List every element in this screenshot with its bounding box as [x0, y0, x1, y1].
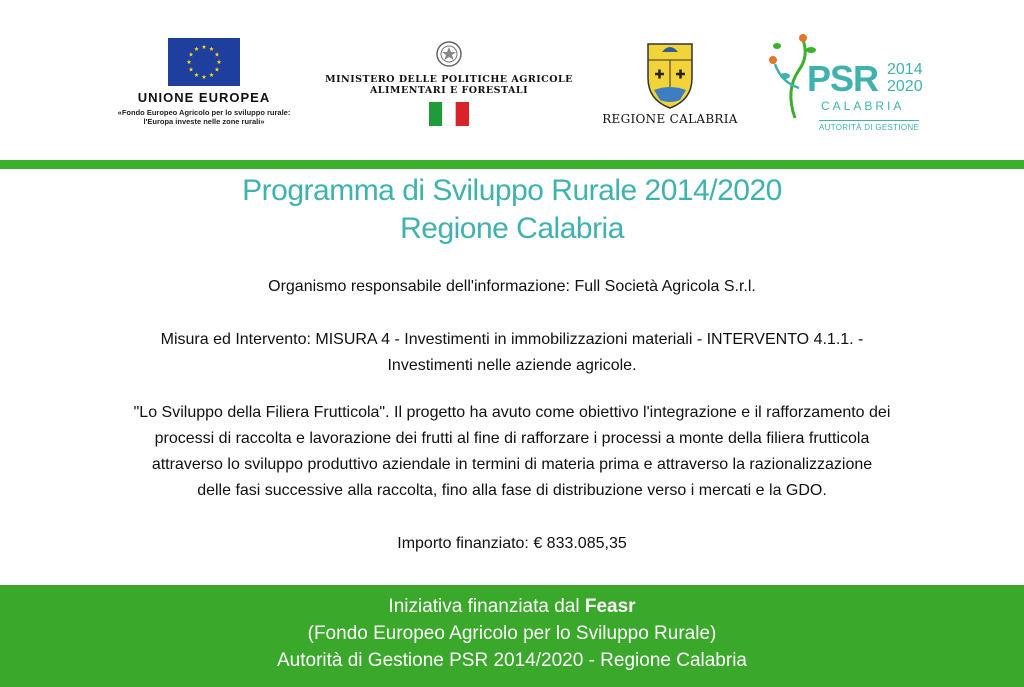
footer-line1-prefix: Iniziativa finanziata dal — [388, 596, 585, 617]
footer-line1 — [0, 593, 1024, 620]
psr-region: CALABRIA — [821, 99, 905, 113]
psr-year-start: 2014 — [887, 61, 923, 78]
page-title — [0, 172, 1024, 248]
region-logo — [590, 38, 750, 126]
page-title-line2: Regione Calabria — [400, 212, 624, 245]
footer-banner — [0, 585, 1024, 687]
calabria-shield-icon — [640, 38, 700, 110]
measure-line2: Investimenti nelle aziende agricole. — [387, 357, 637, 374]
footer-line1-bold: Feasr — [584, 596, 636, 617]
project-description — [20, 400, 1004, 504]
psr-logo — [755, 30, 935, 140]
project-line1: "Lo Sviluppo della Filiera Frutticola". Il progetto ha avuto come obiettivo l'integrazione e il rafforzamento dei — [133, 404, 891, 421]
project-line4: delle fasi successive alla raccolta, fino alla fase di distribuzione verso i mercati e la GDO. — [197, 482, 827, 499]
italian-flag-icon — [429, 102, 469, 126]
measure-text — [20, 327, 1004, 379]
footer-line3: Autorità di Gestione PSR 2014/2020 - Regione Calabria — [276, 650, 747, 671]
footer-line2: (Fondo Europeo Agricolo per lo Sviluppo Rurale) — [307, 623, 717, 644]
eu-logo — [96, 38, 312, 126]
eu-subtitle-line1: «Fondo Europeo Agricolo per lo sviluppo rurale: — [117, 108, 291, 117]
project-line2: processi di raccolta e lavorazione dei frutti al fine di rafforzare i processi a monte della filiera frutticola — [154, 430, 870, 447]
italian-emblem-icon — [435, 38, 463, 70]
ministry-title-line2: ALIMENTARI E FORESTALI — [369, 85, 529, 96]
ministry-logo — [320, 38, 578, 126]
psr-authority: AUTORITÀ DI GESTIONE — [819, 120, 919, 132]
psr-year-end: 2020 — [887, 78, 923, 95]
logo-header — [0, 0, 1024, 160]
eu-title: UNIONE EUROPEA — [137, 90, 271, 105]
eu-flag-icon — [168, 38, 240, 86]
psr-brand: PSR — [807, 58, 879, 99]
ministry-title-line1: MINISTERO DELLE POLITICHE AGRICOLE — [325, 74, 573, 85]
project-line3: attraverso lo sviluppo produttivo aziendale in termini di materia prima e attraverso la razionalizzazione — [151, 456, 873, 473]
measure-line1: Misura ed Intervento: MISURA 4 - Investimenti in immobilizzazioni materiali - INTERVENTO 4.1.1. - — [160, 331, 864, 348]
page-title-line1: Programma di Sviluppo Rurale 2014/2020 — [242, 174, 782, 207]
organism-text: Organismo responsabile dell'informazione: Full Società Agricola S.r.l. — [268, 278, 756, 295]
region-title: REGIONE CALABRIA — [602, 112, 738, 126]
eu-subtitle-line2: l'Europa investe nelle zone rurali» — [143, 117, 265, 126]
funding-amount: Importo finanziato: € 833.085,35 — [397, 535, 627, 552]
header-divider — [0, 160, 1024, 169]
